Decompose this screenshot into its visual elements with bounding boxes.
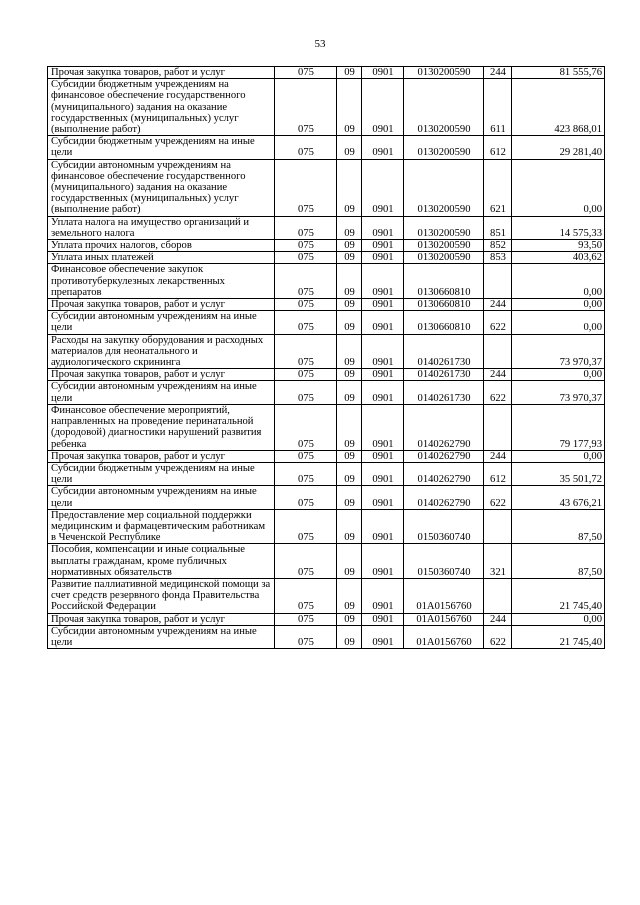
expense-name-cell: Финансовое обеспечение закупок противотуберкулезных лекарственных препаратов <box>48 264 275 299</box>
expense-type-cell <box>484 509 512 544</box>
section-code-cell: 09 <box>337 486 362 509</box>
target-article-cell: 0130660810 <box>404 299 484 311</box>
admin-code-cell: 075 <box>275 311 337 334</box>
amount-cell: 81 555,76 <box>512 67 605 79</box>
table-row <box>48 544 605 579</box>
section-code-cell: 09 <box>337 216 362 239</box>
target-article-cell: 0130200590 <box>404 159 484 216</box>
expense-name-cell: Субсидии автономным учреждениям на иные цели <box>48 311 275 334</box>
admin-code-cell: 075 <box>275 136 337 159</box>
expense-type-cell: 244 <box>484 299 512 311</box>
amount-cell: 87,50 <box>512 544 605 579</box>
amount-cell: 403,62 <box>512 252 605 264</box>
subsection-code-cell: 0901 <box>362 486 404 509</box>
amount-cell: 0,00 <box>512 299 605 311</box>
expense-name-cell: Пособия, компенсации и иные социальные выплаты гражданам, кроме публичных нормативных обязательств <box>48 544 275 579</box>
target-article-cell: 01А0156760 <box>404 625 484 648</box>
subsection-code-cell: 0901 <box>362 67 404 79</box>
target-article-cell: 0140261730 <box>404 334 484 369</box>
table-row <box>48 240 605 252</box>
table-row <box>48 625 605 648</box>
table-row <box>48 334 605 369</box>
target-article-cell: 0130660810 <box>404 264 484 299</box>
amount-cell: 29 281,40 <box>512 136 605 159</box>
amount-cell: 21 745,40 <box>512 578 605 613</box>
admin-code-cell: 075 <box>275 264 337 299</box>
section-code-cell: 09 <box>337 240 362 252</box>
table-row <box>48 299 605 311</box>
subsection-code-cell: 0901 <box>362 450 404 462</box>
expense-type-cell: 853 <box>484 252 512 264</box>
amount-cell: 0,00 <box>512 311 605 334</box>
subsection-code-cell: 0901 <box>362 136 404 159</box>
expense-type-cell: 852 <box>484 240 512 252</box>
subsection-code-cell: 0901 <box>362 299 404 311</box>
expense-name-cell: Прочая закупка товаров, работ и услуг <box>48 613 275 625</box>
expense-type-cell: 612 <box>484 136 512 159</box>
table-row <box>48 404 605 450</box>
admin-code-cell: 075 <box>275 240 337 252</box>
expense-type-cell: 612 <box>484 462 512 485</box>
expense-type-cell: 244 <box>484 369 512 381</box>
expense-type-cell: 622 <box>484 486 512 509</box>
subsection-code-cell: 0901 <box>362 79 404 136</box>
section-code-cell: 09 <box>337 509 362 544</box>
expense-name-cell: Субсидии бюджетным учреждениям на иные цели <box>48 136 275 159</box>
table-row <box>48 486 605 509</box>
expense-name-cell: Уплата прочих налогов, сборов <box>48 240 275 252</box>
expense-type-cell <box>484 404 512 450</box>
section-code-cell: 09 <box>337 544 362 579</box>
section-code-cell: 09 <box>337 264 362 299</box>
subsection-code-cell: 0901 <box>362 334 404 369</box>
section-code-cell: 09 <box>337 613 362 625</box>
amount-cell: 87,50 <box>512 509 605 544</box>
admin-code-cell: 075 <box>275 625 337 648</box>
target-article-cell: 0130200590 <box>404 252 484 264</box>
expense-name-cell: Уплата иных платежей <box>48 252 275 264</box>
subsection-code-cell: 0901 <box>362 578 404 613</box>
section-code-cell: 09 <box>337 299 362 311</box>
admin-code-cell: 075 <box>275 450 337 462</box>
section-code-cell: 09 <box>337 79 362 136</box>
admin-code-cell: 075 <box>275 381 337 404</box>
budget-table-body <box>48 67 605 649</box>
amount-cell: 93,50 <box>512 240 605 252</box>
admin-code-cell: 075 <box>275 67 337 79</box>
target-article-cell: 0150360740 <box>404 544 484 579</box>
table-row <box>48 509 605 544</box>
table-row <box>48 450 605 462</box>
expense-name-cell: Субсидии автономным учреждениям на иные цели <box>48 381 275 404</box>
subsection-code-cell: 0901 <box>362 381 404 404</box>
table-row <box>48 264 605 299</box>
admin-code-cell: 075 <box>275 462 337 485</box>
expense-type-cell <box>484 578 512 613</box>
subsection-code-cell: 0901 <box>362 216 404 239</box>
section-code-cell: 09 <box>337 381 362 404</box>
admin-code-cell: 075 <box>275 299 337 311</box>
budget-table <box>47 66 605 649</box>
section-code-cell: 09 <box>337 311 362 334</box>
subsection-code-cell: 0901 <box>362 625 404 648</box>
section-code-cell: 09 <box>337 159 362 216</box>
table-row <box>48 369 605 381</box>
expense-type-cell: 622 <box>484 311 512 334</box>
target-article-cell: 01А0156760 <box>404 578 484 613</box>
target-article-cell: 0130200590 <box>404 79 484 136</box>
table-row <box>48 159 605 216</box>
expense-name-cell: Субсидии автономным учреждениям на иные цели <box>48 486 275 509</box>
expense-name-cell: Субсидии бюджетным учреждениям на иные цели <box>48 462 275 485</box>
expense-type-cell: 321 <box>484 544 512 579</box>
amount-cell: 79 177,93 <box>512 404 605 450</box>
target-article-cell: 0130200590 <box>404 216 484 239</box>
subsection-code-cell: 0901 <box>362 159 404 216</box>
subsection-code-cell: 0901 <box>362 404 404 450</box>
section-code-cell: 09 <box>337 369 362 381</box>
expense-name-cell: Развитие паллиативной медицинской помощи за счет средств резервного фонда Правительства Российской Федерации <box>48 578 275 613</box>
subsection-code-cell: 0901 <box>362 264 404 299</box>
section-code-cell: 09 <box>337 67 362 79</box>
table-row <box>48 311 605 334</box>
section-code-cell: 09 <box>337 136 362 159</box>
expense-name-cell: Прочая закупка товаров, работ и услуг <box>48 299 275 311</box>
expense-type-cell: 244 <box>484 450 512 462</box>
amount-cell: 0,00 <box>512 450 605 462</box>
table-row <box>48 578 605 613</box>
subsection-code-cell: 0901 <box>362 509 404 544</box>
expense-name-cell: Прочая закупка товаров, работ и услуг <box>48 67 275 79</box>
admin-code-cell: 075 <box>275 79 337 136</box>
admin-code-cell: 075 <box>275 159 337 216</box>
admin-code-cell: 075 <box>275 486 337 509</box>
target-article-cell: 0150360740 <box>404 509 484 544</box>
amount-cell: 0,00 <box>512 159 605 216</box>
target-article-cell: 0140262790 <box>404 404 484 450</box>
target-article-cell: 0140262790 <box>404 462 484 485</box>
subsection-code-cell: 0901 <box>362 369 404 381</box>
amount-cell: 14 575,33 <box>512 216 605 239</box>
expense-name-cell: Уплата налога на имущество организаций и земельного налога <box>48 216 275 239</box>
amount-cell: 73 970,37 <box>512 334 605 369</box>
table-row <box>48 613 605 625</box>
subsection-code-cell: 0901 <box>362 544 404 579</box>
amount-cell: 0,00 <box>512 613 605 625</box>
table-row <box>48 216 605 239</box>
target-article-cell: 0130660810 <box>404 311 484 334</box>
expense-type-cell: 851 <box>484 216 512 239</box>
target-article-cell: 01А0156760 <box>404 613 484 625</box>
expense-name-cell: Прочая закупка товаров, работ и услуг <box>48 369 275 381</box>
subsection-code-cell: 0901 <box>362 311 404 334</box>
expense-type-cell: 621 <box>484 159 512 216</box>
expense-type-cell: 622 <box>484 625 512 648</box>
section-code-cell: 09 <box>337 404 362 450</box>
admin-code-cell: 075 <box>275 509 337 544</box>
expense-name-cell: Расходы на закупку оборудования и расходных материалов для неонатального и аудиологического скрининга <box>48 334 275 369</box>
admin-code-cell: 075 <box>275 216 337 239</box>
target-article-cell: 0140261730 <box>404 369 484 381</box>
section-code-cell: 09 <box>337 625 362 648</box>
amount-cell: 73 970,37 <box>512 381 605 404</box>
section-code-cell: 09 <box>337 450 362 462</box>
expense-type-cell: 611 <box>484 79 512 136</box>
subsection-code-cell: 0901 <box>362 252 404 264</box>
expense-name-cell: Субсидии автономным учреждениям на иные цели <box>48 625 275 648</box>
expense-type-cell: 244 <box>484 613 512 625</box>
admin-code-cell: 075 <box>275 613 337 625</box>
expense-name-cell: Финансовое обеспечение мероприятий, направленных на проведение перинатальной (дородовой) диагностики нарушений развития ребенка <box>48 404 275 450</box>
expense-name-cell: Предоставление мер социальной поддержки медицинским и фармацевтическим работникам в Чеченской Республике <box>48 509 275 544</box>
admin-code-cell: 075 <box>275 334 337 369</box>
admin-code-cell: 075 <box>275 544 337 579</box>
expense-type-cell: 244 <box>484 67 512 79</box>
expense-type-cell: 622 <box>484 381 512 404</box>
table-row <box>48 462 605 485</box>
target-article-cell: 0140261730 <box>404 381 484 404</box>
table-row <box>48 67 605 79</box>
section-code-cell: 09 <box>337 578 362 613</box>
page-number: 53 <box>314 38 326 50</box>
amount-cell: 35 501,72 <box>512 462 605 485</box>
section-code-cell: 09 <box>337 462 362 485</box>
amount-cell: 43 676,21 <box>512 486 605 509</box>
target-article-cell: 0140262790 <box>404 486 484 509</box>
amount-cell: 0,00 <box>512 369 605 381</box>
expense-name-cell: Прочая закупка товаров, работ и услуг <box>48 450 275 462</box>
table-row <box>48 136 605 159</box>
amount-cell: 21 745,40 <box>512 625 605 648</box>
section-code-cell: 09 <box>337 334 362 369</box>
admin-code-cell: 075 <box>275 369 337 381</box>
amount-cell: 423 868,01 <box>512 79 605 136</box>
target-article-cell: 0140262790 <box>404 450 484 462</box>
table-row <box>48 381 605 404</box>
table-row <box>48 79 605 136</box>
target-article-cell: 0130200590 <box>404 136 484 159</box>
admin-code-cell: 075 <box>275 404 337 450</box>
admin-code-cell: 075 <box>275 578 337 613</box>
subsection-code-cell: 0901 <box>362 613 404 625</box>
expense-name-cell: Субсидии автономным учреждениям на финансовое обеспечение государственного (муниципального) задания на оказание государственных (муниципальных) услуг (выполнение работ) <box>48 159 275 216</box>
subsection-code-cell: 0901 <box>362 240 404 252</box>
subsection-code-cell: 0901 <box>362 462 404 485</box>
expense-name-cell: Субсидии бюджетным учреждениям на финансовое обеспечение государственного (муниципального) задания на оказание государственных (муниципальных) услуг (выполнение работ) <box>48 79 275 136</box>
target-article-cell: 0130200590 <box>404 67 484 79</box>
expense-type-cell <box>484 334 512 369</box>
amount-cell: 0,00 <box>512 264 605 299</box>
admin-code-cell: 075 <box>275 252 337 264</box>
target-article-cell: 0130200590 <box>404 240 484 252</box>
table-row <box>48 252 605 264</box>
expense-type-cell <box>484 264 512 299</box>
section-code-cell: 09 <box>337 252 362 264</box>
